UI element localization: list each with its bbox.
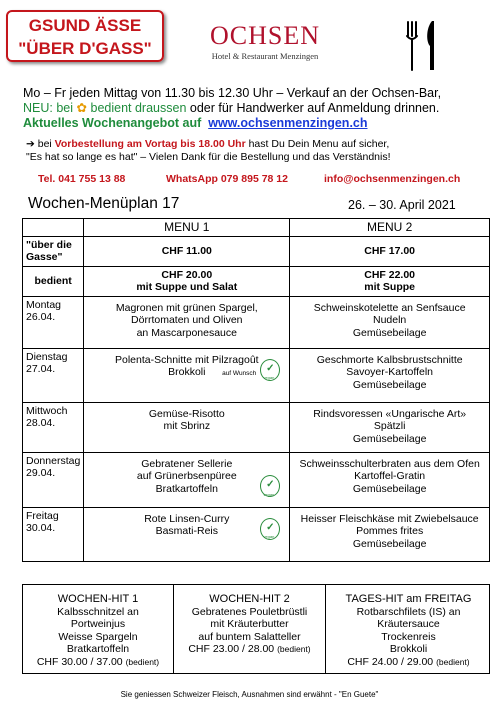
menu1-line: auf Grünerbsenpüree bbox=[136, 470, 237, 482]
hit-line: Bratkartoffeln bbox=[66, 643, 130, 655]
preorder-highlight: Vorbestellung am Vortag bis 18.00 Uhr bbox=[54, 138, 246, 150]
menu1-line: mit Sbrinz bbox=[163, 420, 211, 432]
table-row bbox=[23, 402, 490, 452]
menu2-line: Rindsvoressen «Ungarische Art» bbox=[313, 407, 467, 420]
menu2-line: Schweinsschulterbraten aus dem Ofen bbox=[299, 457, 480, 470]
plan-title: Wochen-Menüplan 17 bbox=[28, 195, 180, 212]
menu1-line: an Mascarponesauce bbox=[136, 326, 237, 339]
hit-price: CHF 30.00 / 37.00 bbox=[36, 655, 123, 668]
gasse-price-menu1: CHF 11.00 bbox=[84, 236, 290, 266]
day-name: Freitag bbox=[26, 509, 59, 522]
hit-card bbox=[23, 585, 173, 673]
day-cell bbox=[23, 452, 84, 507]
menu1-line: Rote Linsen-Curry bbox=[144, 512, 230, 525]
preorder-line-1 bbox=[26, 138, 496, 151]
menu2-line: Savoyer-Kartoffeln bbox=[346, 366, 434, 378]
menu2-cell bbox=[290, 296, 490, 348]
menu2-cell bbox=[290, 348, 490, 402]
hit-line: Trockenreis bbox=[381, 630, 436, 643]
bedient-sub-2: mit Suppe bbox=[364, 281, 416, 293]
gasse-price-row bbox=[23, 236, 490, 266]
menu2-cell bbox=[290, 452, 490, 507]
table-header-row bbox=[23, 219, 490, 237]
hit-price-note: (bedient) bbox=[277, 644, 311, 654]
website-link[interactable]: www.ochsenmenzingen.ch bbox=[208, 116, 368, 130]
day-date: 27.04. bbox=[26, 363, 56, 375]
intro-line-1: Mo – Fr jeden Mittag von 11.30 bis 12.30 Uhr – Verkauf an der Ochsen-Bar, bbox=[23, 86, 442, 100]
menu1-line: Gemüse-Risotto bbox=[148, 407, 225, 420]
hit-price-line bbox=[326, 656, 491, 669]
hit-line: Rotbarschfilets (IS) an bbox=[356, 605, 461, 618]
menu1-line: Brokkoli bbox=[168, 366, 206, 378]
preorder-text-1: bei bbox=[37, 138, 52, 150]
logo-subtitle: Hotel & Restaurant Menzingen bbox=[211, 51, 319, 61]
hit-price-line bbox=[23, 656, 173, 669]
ochsen-logo bbox=[203, 22, 327, 61]
footer-note: Sie geniessen Schweizer Fleisch, Ausnahmen sind erwähnt - "En Guete" bbox=[120, 690, 379, 699]
vegan-caption: vegan bbox=[263, 375, 275, 380]
neu-text-3: oder für Handwerker auf Anmeldung drinnen. bbox=[189, 101, 440, 115]
vegan-leaf-icon: ✓ bbox=[260, 475, 280, 497]
menu2-header: MENU 2 bbox=[290, 219, 490, 237]
intro-line-2 bbox=[23, 101, 493, 116]
table-row bbox=[23, 452, 490, 507]
vegan-caption: vegan bbox=[263, 534, 275, 539]
menu2-cell bbox=[290, 507, 490, 561]
hit-price: CHF 24.00 / 29.00 bbox=[347, 655, 434, 668]
menu1-cell bbox=[84, 402, 290, 452]
stamp-line-2: "ÜBER D'GASS" bbox=[18, 39, 152, 58]
hit-price-note: (bedient) bbox=[125, 656, 160, 667]
hit-price-line bbox=[174, 643, 325, 656]
hits-box bbox=[22, 584, 490, 674]
day-cell bbox=[23, 296, 84, 348]
menu1-cell bbox=[84, 296, 290, 348]
neu-label: NEU: bbox=[23, 101, 53, 115]
email-link[interactable]: info@ochsenmenzingen.ch bbox=[324, 173, 461, 185]
menu1-cell bbox=[84, 507, 290, 561]
neu-text-1: bei bbox=[56, 101, 74, 115]
day-cell bbox=[23, 507, 84, 561]
bedient-price-menu1 bbox=[84, 266, 290, 296]
logo-name: OCHSEN bbox=[209, 21, 320, 50]
hit-title: WOCHEN-HIT 2 bbox=[209, 593, 290, 605]
hit-card bbox=[325, 585, 491, 673]
day-cell bbox=[23, 402, 84, 452]
menu-table bbox=[22, 218, 490, 562]
menu1-cell bbox=[84, 348, 290, 402]
menu1-line: Dörrtomaten und Oliven bbox=[131, 314, 243, 326]
hit-price-note: (bedient) bbox=[436, 656, 470, 667]
table-row bbox=[23, 348, 490, 402]
gasse-label: "über die Gasse" bbox=[23, 236, 84, 266]
hit-line: Kalbsschnitzel an bbox=[57, 605, 139, 618]
hit-line: auf buntem Salatteller bbox=[198, 630, 301, 643]
bedient-price-row bbox=[23, 266, 490, 296]
gsund-asse-stamp bbox=[6, 10, 164, 62]
menu2-line: Heisser Fleischkäse mit Zwiebelsauce bbox=[300, 512, 479, 525]
hit-line: Weisse Spargeln bbox=[58, 630, 138, 643]
menu2-line: Gemüsebeilage bbox=[352, 326, 427, 339]
menu2-line: Kartoffel-Gratin bbox=[354, 470, 426, 482]
bedient-label: bedient bbox=[23, 266, 84, 296]
hit-card bbox=[173, 585, 325, 673]
preorder-note bbox=[26, 138, 496, 164]
day-date: 26.04. bbox=[26, 311, 56, 323]
fork-knife-icon bbox=[402, 18, 442, 74]
arrow-icon: ➔ bbox=[26, 138, 35, 150]
menu2-line: Schweinskotelette an Senfsauce bbox=[313, 301, 466, 314]
day-name: Dienstag bbox=[26, 350, 68, 363]
vegan-leaf-icon: ✓ bbox=[260, 359, 280, 381]
day-rows bbox=[23, 296, 490, 561]
hit-line: mit Kräuterbutter bbox=[210, 618, 289, 630]
menu2-line: Geschmorte Kalbsbrustschnitte bbox=[316, 353, 463, 366]
day-date: 28.04. bbox=[26, 417, 56, 429]
menu2-cell bbox=[290, 402, 490, 452]
day-cell bbox=[23, 348, 84, 402]
menu1-line: Magronen mit grünen Spargel, bbox=[115, 301, 258, 314]
sun-icon: ✿ bbox=[76, 101, 88, 115]
preorder-line-2: "Es hat so lange es hat" – Vielen Dank für die Bestellung und das Verständnis! bbox=[26, 151, 391, 163]
hit-price: CHF 23.00 / 28.00 bbox=[188, 643, 275, 655]
bedient-price-menu2 bbox=[290, 266, 490, 296]
menu1-line: Polenta-Schnitte mit Pilzragoût bbox=[115, 353, 259, 366]
hit-title: TAGES-HIT am FREITAG bbox=[345, 593, 472, 605]
menu1-header: MENU 1 bbox=[84, 219, 290, 237]
day-name: Donnerstag bbox=[26, 454, 81, 467]
menu2-line: Nudeln bbox=[373, 314, 407, 326]
hit-line: Kräutersauce bbox=[377, 618, 440, 630]
vegan-note: auf Wunsch bbox=[222, 370, 257, 377]
menu2-line: Pommes frites bbox=[356, 525, 424, 537]
day-date: 30.04. bbox=[26, 522, 56, 534]
menu2-line: Spätzli bbox=[373, 420, 406, 432]
vegan-leaf-icon: ✓ bbox=[260, 518, 280, 540]
stamp-line-1: GSUND ÄSSE bbox=[28, 16, 142, 35]
menu1-cell bbox=[84, 452, 290, 507]
intro-line-3 bbox=[23, 116, 493, 131]
intro-text bbox=[23, 86, 493, 131]
bedient-price-2: CHF 22.00 bbox=[364, 268, 416, 281]
day-date: 29.04. bbox=[26, 467, 56, 479]
preorder-text-2: hast Du Dein Menu auf sicher, bbox=[248, 138, 390, 150]
vegan-caption: vegan bbox=[263, 491, 275, 497]
menu2-line: Gemüsebeilage bbox=[352, 432, 427, 445]
table-row bbox=[23, 296, 490, 348]
offer-label: Aktuelles Wochenangebot auf bbox=[23, 116, 202, 130]
menu2-line: Gemüsebeilage bbox=[352, 482, 427, 495]
hit-line: Gebratenes Pouletbrüstli bbox=[191, 605, 308, 618]
whatsapp-number[interactable]: WhatsApp 079 895 78 12 bbox=[166, 173, 288, 185]
day-name: Mittwoch bbox=[26, 404, 68, 417]
day-name: Montag bbox=[26, 298, 62, 311]
gasse-price-menu2: CHF 17.00 bbox=[290, 236, 490, 266]
menu1-line: Basmati-Reis bbox=[155, 525, 219, 537]
menu1-line: Gebratener Sellerie bbox=[141, 457, 233, 470]
hit-line: Brokkoli bbox=[389, 643, 428, 655]
hit-line: Portweinjus bbox=[70, 618, 126, 630]
menu2-line: Gemüsebeilage bbox=[352, 537, 427, 550]
plan-date: 26. – 30. April 2021 bbox=[348, 198, 456, 212]
menu1-line: Bratkartoffeln bbox=[155, 482, 218, 495]
neu-text-2: bedient draussen bbox=[90, 101, 187, 115]
hit-title: WOCHEN-HIT 1 bbox=[57, 593, 139, 605]
phone-number[interactable]: Tel. 041 755 13 88 bbox=[38, 173, 126, 185]
menu2-line: Gemüsebeilage bbox=[352, 378, 427, 391]
table-row bbox=[23, 507, 490, 561]
bedient-sub-1: mit Suppe und Salat bbox=[136, 281, 238, 293]
bedient-price-1: CHF 20.00 bbox=[161, 268, 213, 281]
